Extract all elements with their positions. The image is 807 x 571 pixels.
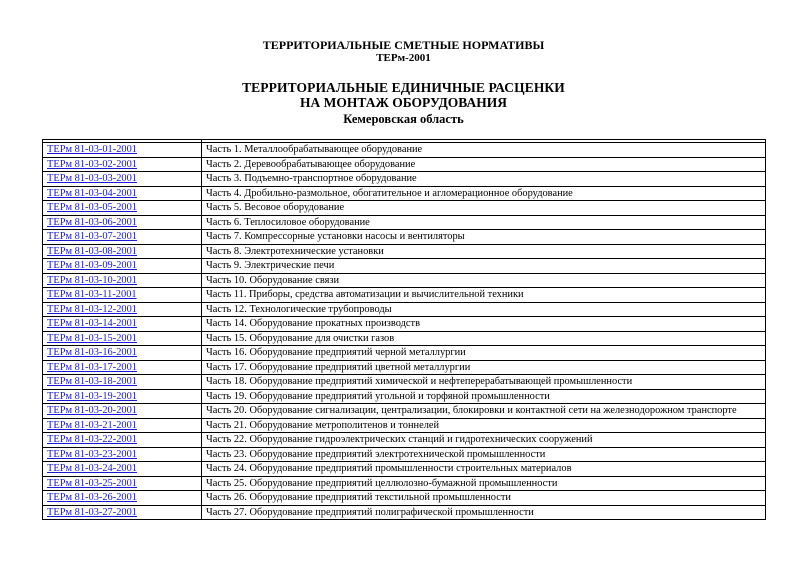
document-link[interactable]: ТЕРм 81-03-12-2001 [47,303,137,315]
code-cell [43,462,202,477]
code-cell [43,186,202,201]
document-subtitle: НА МОНТАЖ ОБОРУДОВАНИЯ [300,95,507,110]
table-row [43,273,766,288]
document-link[interactable]: ТЕРм 81-03-02-2001 [47,158,137,170]
table-row [43,375,766,390]
document-link[interactable]: ТЕРм 81-03-22-2001 [47,434,137,445]
part-description: Часть 19. Оборудование предприятий угольной и торфяной промышленности [202,389,766,404]
part-description: Часть 23. Оборудование предприятий электротехнической промышленности [202,447,766,462]
table-row [43,360,766,375]
part-description: Часть 8. Электротехнические установки [202,244,766,259]
code-cell [43,259,202,274]
part-description: Часть 22. Оборудование гидроэлектрических станций и гидротехнических сооружений [202,433,766,448]
document-link[interactable]: ТЕРм 81-03-05-2001 [47,202,137,213]
part-description: Часть 20. Оборудование сигнализации, централизации, блокировки и контактной сети на железнодорожном транспорте [202,404,766,419]
part-description: Часть 18. Оборудование предприятий химической и нефтеперерабатывающей промышленности [202,375,766,390]
code-cell [43,418,202,433]
table-row [43,433,766,448]
code-cell [43,476,202,491]
document-link[interactable]: ТЕРм 81-03-15-2001 [47,332,137,344]
document-link[interactable]: ТЕРм 81-03-19-2001 [47,390,137,402]
code-cell [43,331,202,346]
table-row [43,288,766,303]
table-row [43,186,766,201]
part-description: Часть 16. Оборудование предприятий черной металлургии [202,346,766,361]
code-cell [43,273,202,288]
part-description: Часть 10. Оборудование связи [202,273,766,288]
code-cell [43,201,202,216]
document-link[interactable]: ТЕРм 81-03-09-2001 [47,260,137,271]
table-row [43,201,766,216]
table-row [43,491,766,506]
code-cell [43,302,202,317]
document-link[interactable]: ТЕРм 81-03-08-2001 [47,245,137,257]
document-link[interactable]: ТЕРм 81-03-18-2001 [47,376,137,387]
part-description: Часть 6. Теплосиловое оборудование [202,215,766,230]
code-cell [43,172,202,187]
code-cell [43,404,202,419]
region-title: Кемеровская область [343,112,464,126]
document-link[interactable]: ТЕРм 81-03-06-2001 [47,216,137,228]
document-link[interactable]: ТЕРм 81-03-07-2001 [47,231,137,242]
code-cell [43,244,202,259]
document-link[interactable]: ТЕРм 81-03-04-2001 [47,187,137,199]
code-cell [43,389,202,404]
code-cell [43,230,202,245]
code-cell [43,433,202,448]
table-row [43,317,766,332]
document-link[interactable]: ТЕРм 81-03-10-2001 [47,274,137,286]
table-row [43,462,766,477]
document-link[interactable]: ТЕРм 81-03-01-2001 [47,144,137,155]
document-header: ТЕРРИТОРИАЛЬНЫЕ СМЕТНЫЕ НОРМАТИВЫ [262,38,545,52]
document-link[interactable]: ТЕРм 81-03-23-2001 [47,448,137,460]
part-description: Часть 9. Электрические печи [202,259,766,274]
document-link[interactable]: ТЕРм 81-03-17-2001 [47,361,137,373]
table-row [43,331,766,346]
index-table [42,139,766,520]
part-description: Часть 5. Весовое оборудование [202,201,766,216]
part-description: Часть 2. Деревообрабатывающее оборудование [202,157,766,172]
code-cell [43,346,202,361]
part-description: Часть 4. Дробильно-размольное, обогатительное и агломерационное оборудование [202,186,766,201]
part-description: Часть 25. Оборудование предприятий целлюлозно-бумажной промышленности [202,476,766,491]
table-row [43,172,766,187]
code-cell [43,157,202,172]
table-row [43,346,766,361]
code-cell [43,143,202,158]
table-row [43,302,766,317]
table-row [43,230,766,245]
part-description: Часть 27. Оборудование предприятий полиграфической промышленности [202,505,766,520]
document-title: ТЕРРИТОРИАЛЬНЫЕ ЕДИНИЧНЫЕ РАСЦЕНКИ [242,80,565,95]
table-row [43,244,766,259]
part-description: Часть 17. Оборудование предприятий цветной металлургии [202,360,766,375]
code-cell [43,375,202,390]
part-description: Часть 7. Компрессорные установки насосы и вентиляторы [202,230,766,245]
part-description: Часть 24. Оборудование предприятий промышленности строительных материалов [202,462,766,477]
table-row [43,418,766,433]
document-link[interactable]: ТЕРм 81-03-20-2001 [47,405,137,416]
code-cell [43,215,202,230]
document-link[interactable]: ТЕРм 81-03-25-2001 [47,477,137,489]
code-cell [43,360,202,375]
document-link[interactable]: ТЕРм 81-03-27-2001 [47,506,137,518]
document-link[interactable]: ТЕРм 81-03-26-2001 [47,492,137,503]
part-description: Часть 1. Металлообрабатывающее оборудование [202,143,766,158]
table-row [43,476,766,491]
table-row [43,389,766,404]
part-description: Часть 26. Оборудование предприятий текстильной промышленности [202,491,766,506]
document-code: ТЕРм-2001 [376,52,431,64]
code-cell [43,288,202,303]
document-link[interactable]: ТЕРм 81-03-03-2001 [47,173,137,184]
part-description: Часть 21. Оборудование метрополитенов и тоннелей [202,418,766,433]
table-row [43,215,766,230]
table-row [43,259,766,274]
code-cell [43,447,202,462]
code-cell [43,491,202,506]
code-cell [43,317,202,332]
part-description: Часть 15. Оборудование для очистки газов [202,331,766,346]
document-link[interactable]: ТЕРм 81-03-11-2001 [47,289,137,300]
table-row [43,143,766,158]
table-row [43,404,766,419]
document-link[interactable]: ТЕРм 81-03-24-2001 [47,463,137,474]
table-row [43,447,766,462]
table-row [43,505,766,520]
part-description: Часть 3. Подъемно-транспортное оборудование [202,172,766,187]
part-description: Часть 14. Оборудование прокатных производств [202,317,766,332]
document-link[interactable]: ТЕРм 81-03-21-2001 [47,419,137,431]
table-row [43,157,766,172]
code-cell [43,505,202,520]
document-link[interactable]: ТЕРм 81-03-16-2001 [47,347,137,358]
part-description: Часть 12. Технологические трубопроводы [202,302,766,317]
part-description: Часть 11. Приборы, средства автоматизации и вычислительной техники [202,288,766,303]
document-link[interactable]: ТЕРм 81-03-14-2001 [47,318,137,329]
